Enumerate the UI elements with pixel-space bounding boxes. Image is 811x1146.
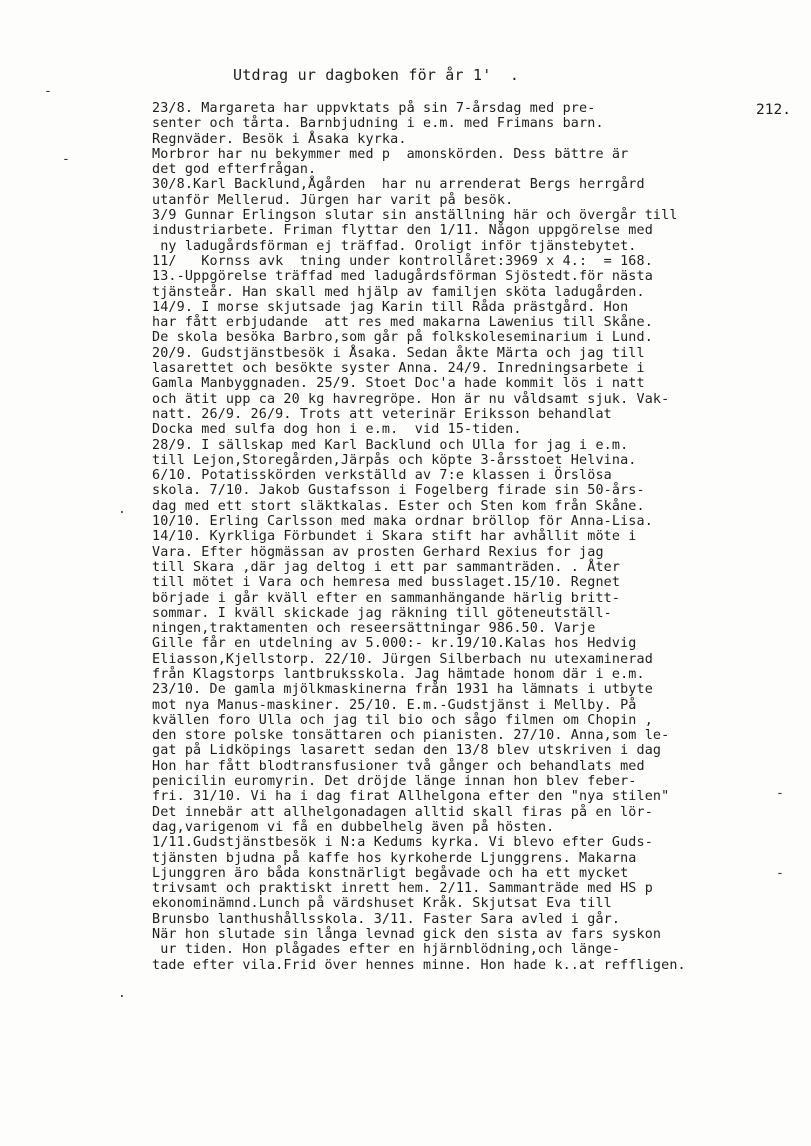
text-line: tjänsteår. Han skall med hjälp av familjen sköta ladugården.	[152, 284, 645, 300]
text-line: När hon slutade sin långa levnad gick den sista av fars syskon	[152, 927, 662, 943]
text-line: det god efterfrågan.	[152, 162, 317, 178]
text-line: ekonominämnd.Lunch på värdshuset Kråk. Skjutsat Eva till	[152, 896, 612, 912]
text-line: Gamla Manbyggnaden. 25/9. Stoet Doc'a hade kommit lös i natt	[152, 376, 645, 392]
text-line: senter och tårta. Barnbjudning i e.m. med Frimans barn.	[152, 116, 604, 132]
text-line: tjänsten bjudna på kaffe hos kyrkoherde Ljunggrens. Makarna	[152, 850, 637, 866]
text-line: 14/10. Kyrkliga Förbundet i Skara stift har avhållit möte i	[152, 529, 637, 545]
text-line: mot nya Manus-maskiner. 25/10. E.m.-Gudstjänst i Mellby. På	[152, 697, 637, 713]
margin-mark: .	[118, 502, 126, 517]
text-line: Eliasson,Kjellstorp. 22/10. Jürgen Silberbach nu utexaminerad	[152, 651, 653, 667]
text-line: den store polske tonsättaren och pianisten. 27/10. Anna,som le-	[152, 728, 670, 744]
text-line: 1/11.Gudstjänstbesök i N:a Kedums kyrka. Vi blevo efter Guds-	[152, 835, 653, 851]
text-line: 14/9. I morse skjutsade jag Karin till Råda prästgård. Hon	[152, 299, 629, 315]
text-line: till Skara ,där jag deltog i ett par sammanträden. . Åter	[152, 559, 621, 575]
text-line: Regnväder. Besök i Åsaka kyrka.	[152, 131, 407, 147]
text-line: Gille får en utdelning av 5.000:- kr.19/10.Kalas hos Hedvig	[152, 636, 637, 652]
margin-mark: -	[776, 866, 784, 881]
text-line: Vara. Efter högmässan av prosten Gerhard Rexius for jag	[152, 544, 604, 560]
margin-mark: -	[62, 152, 70, 167]
page-heading: Utdrag ur dagboken för år 1' .	[233, 66, 520, 84]
text-line: 13.-Uppgörelse träffad med ladugårdsförman Sjöstedt.för nästa	[152, 269, 653, 285]
text-line: industriarbete. Friman flyttar den 1/11. Någon uppgörelse med	[152, 223, 653, 239]
text-line: 23/8. Margareta har uppvktats på sin 7-årsdag med pre-	[152, 101, 596, 116]
text-line: 11/ Kornss avk tning under kontrollåret:3969 x 4.: = 168.	[152, 253, 653, 269]
margin-mark: .	[118, 986, 126, 1001]
text-line: fri. 31/10. Vi ha i dag firat Allhelgona efter den "nya stilen"	[152, 789, 670, 805]
page-number: 212.	[756, 102, 791, 118]
text-line: trivsamt och praktiskt inrett hem. 2/11. Sammanträde med HS p	[152, 881, 653, 897]
text-line: 3/9 Gunnar Erlingson slutar sin anställning här och övergår till	[152, 208, 678, 224]
text-line: 10/10. Erling Carlsson med maka ordnar bröllop för Anna-Lisa.	[152, 514, 653, 530]
text-line: tade efter vila.Frid över hennes minne. Hon hade k..at reffligen.	[152, 957, 686, 973]
margin-mark: -	[44, 84, 52, 99]
margin-mark: -	[776, 786, 784, 801]
text-line: sommar. I kväll skickade jag räkning till göteneutställ-	[152, 605, 612, 621]
text-line: lasarettet och besökte syster Anna. 24/9. Inredningsarbete i	[152, 361, 645, 377]
text-line: De skola besöka Barbro,som går på folkskoleseminarium i Lund.	[152, 330, 653, 346]
text-line: utanför Mellerud. Jürgen har varit på besök.	[152, 192, 514, 208]
text-line: 28/9. I sällskap med Karl Backlund och Ulla for jag i e.m.	[152, 437, 629, 453]
text-line: ur tiden. Hon plågades efter en hjärnblödning,och länge-	[152, 942, 621, 958]
text-line: till mötet i Vara och hemresa med busslaget.15/10. Regnet	[152, 575, 621, 591]
text-line: ny ladugårdsförman ej träffad. Oroligt inför tjänstebytet.	[152, 238, 637, 254]
text-line: kvällen foro Ulla och jag til bio och sågo filmen om Chopin ,	[152, 712, 653, 728]
text-line: Ljunggren äro båda konstnärligt begåvade och ha ett mycket	[152, 865, 629, 881]
text-line: Hon har fått blodtransfusioner två gånger och behandlats med	[152, 758, 645, 774]
text-line: har fått erbjudande att res med makarna Lawenius till Skåne.	[152, 315, 653, 331]
text-line: Brunsbo lanthushållsskola. 3/11. Faster Sara avled i går.	[152, 911, 621, 927]
text-line: gat på Lidköpings lasarett sedan den 13/8 blev utskriven i dag	[152, 743, 662, 759]
text-line: ningen,traktamenten och reseersättningar 986.50. Varje	[152, 621, 596, 637]
diary-body	[152, 101, 802, 973]
text-line: dag,varigenom vi få en dubbelhelg även på hösten.	[152, 819, 555, 835]
text-line: Morbror har nu bekymmer med p amonskörden. Dess bättre är	[152, 146, 629, 162]
text-line: penicilin euromyrin. Det dröjde länge innan hon blev feber-	[152, 774, 637, 790]
text-line: 20/9. Gudstjänstbesök i Åsaka. Sedan åkte Märta och jag till	[152, 345, 645, 361]
text-line: från Klagstorps lantbruksskola. Jag hämtade honom där i e.m.	[152, 666, 645, 682]
text-line: Det innebär att allhelgonadagen alltid skall firas på en lör-	[152, 804, 653, 820]
text-line: 30/8.Karl Backlund,Ågården har nu arrenderat Bergs herrgård	[152, 177, 645, 193]
text-line: skola. 7/10. Jakob Gustafsson i Fogelberg firade sin 50-års-	[152, 483, 645, 499]
text-line: Docka med sulfa dog hon i e.m. vid 15-tiden.	[152, 422, 522, 438]
text-line: började i går kväll efter en sammanhängande härlig britt-	[152, 590, 621, 606]
text-line: dag med ett stort släktkalas. Ester och Sten kom från Skåne.	[152, 498, 645, 514]
text-line: 23/10. De gamla mjölkmaskinerna från 1931 ha lämnats i utbyte	[152, 682, 653, 698]
text-line: till Lejon,Storegården,Järpås och köpte 3-årsstoet Helvina.	[152, 452, 637, 468]
text-line: och ätit upp ca 20 kg havregröpe. Hon är nu våldsamt sjuk. Vak-	[152, 391, 670, 407]
text-line: 6/10. Potatisskörden verkställd av 7:e klassen i Örslösa	[152, 468, 612, 484]
text-line: natt. 26/9. 26/9. Trots att veterinär Eriksson behandlat	[152, 406, 612, 422]
